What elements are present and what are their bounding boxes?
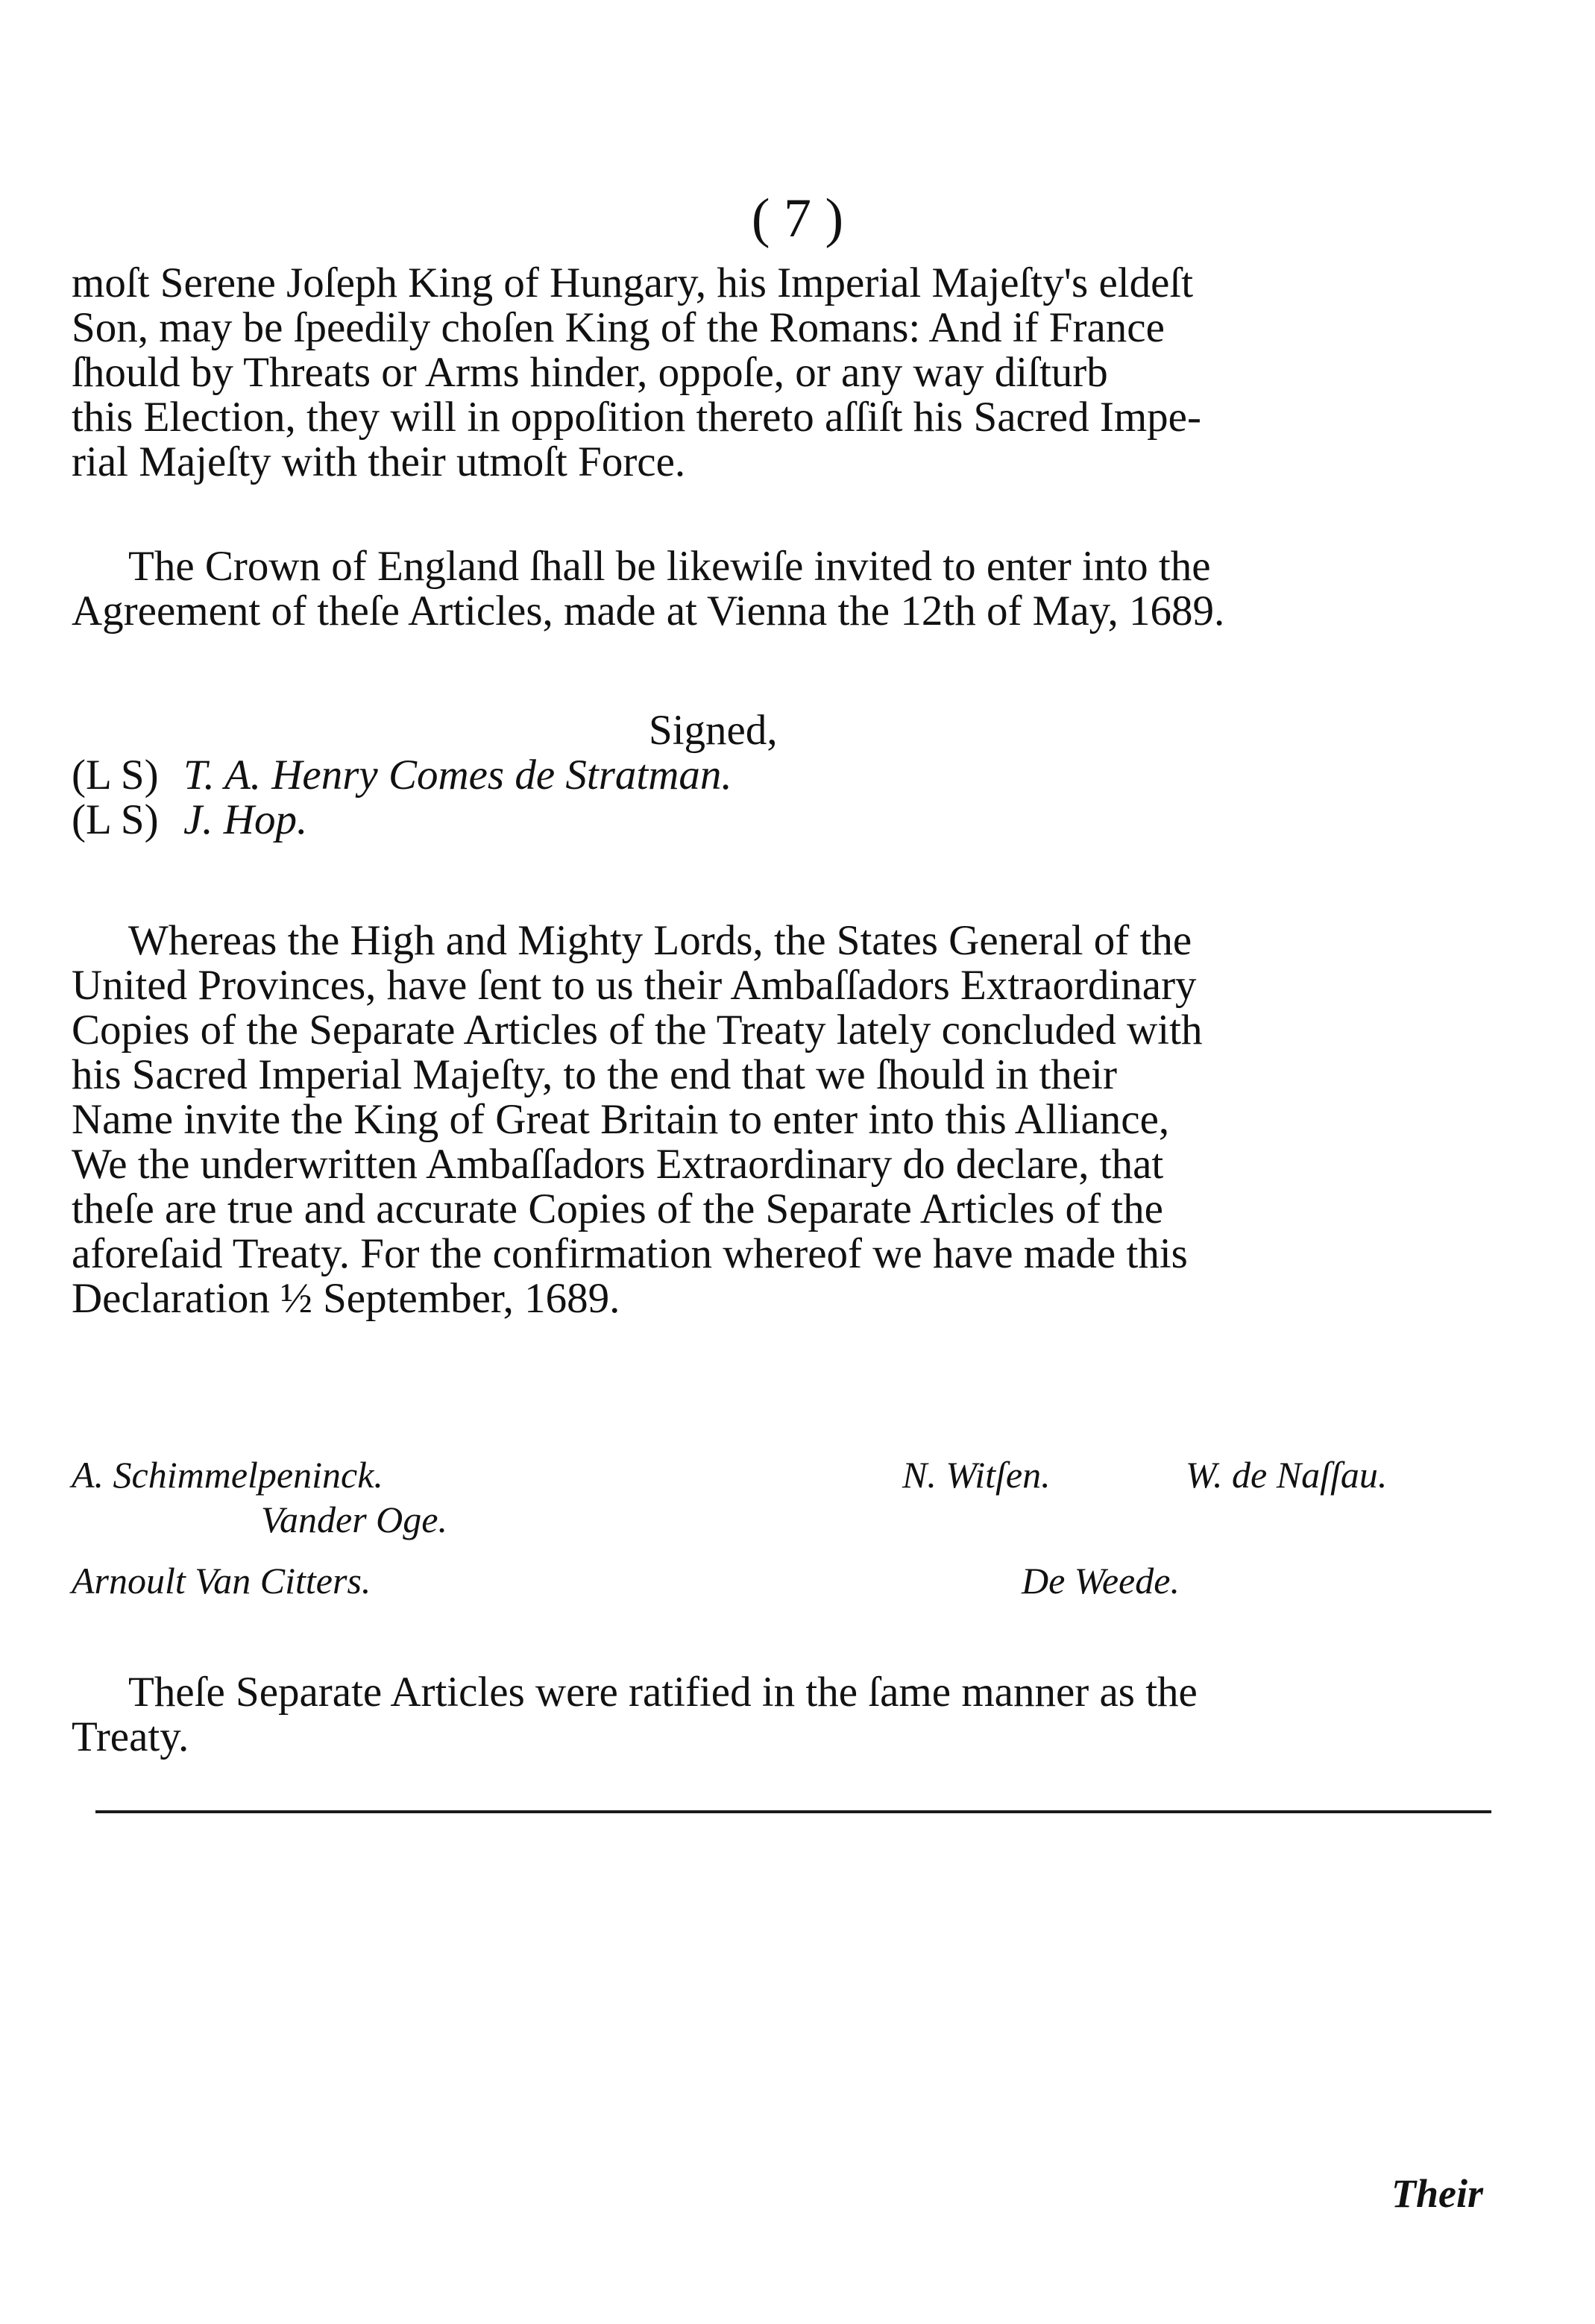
signatory-name: J. Hop. <box>183 796 308 843</box>
text-line: Son, may be ſpeedily choſen King of the Romans: And if France <box>72 304 1165 351</box>
signed-label: Signed, <box>649 707 778 754</box>
signatory-name: T. A. Henry Comes de Stratman. <box>183 752 732 799</box>
paragraph-declaration <box>72 919 1499 1321</box>
paragraph-ratification <box>72 1670 1499 1760</box>
text-line: Agreement of theſe Articles, made at Vienna the 12th of May, 1689. <box>72 588 1225 634</box>
seal-mark: (L S) <box>72 752 159 799</box>
ambassador-signature: De Weede. <box>1022 1560 1180 1602</box>
text-line: ſhould by Threats or Arms hinder, oppoſe, or any way diſturb <box>72 349 1108 396</box>
text-line: Copies of the Separate Articles of the Treaty lately concluded with <box>72 1007 1203 1054</box>
ambassador-signature: Arnoult Van Citters. <box>72 1560 371 1602</box>
text-line: Whereas the High and Mighty Lords, the States General of the <box>128 917 1192 964</box>
catchword: Their <box>1391 2171 1483 2216</box>
ambassador-signature: W. de Naſſau. <box>1186 1454 1388 1496</box>
text-line: We the underwritten Ambaſſadors Extraordinary do declare, that <box>72 1141 1164 1188</box>
signatory-line <box>72 753 732 798</box>
text-line: United Provinces, have ſent to us their Ambaſſadors Extraordinary <box>72 962 1197 1009</box>
ambassador-signature: Vander Oge. <box>261 1499 447 1540</box>
paragraph-continuation <box>72 261 1499 485</box>
ambassador-signature: A. Schimmelpeninck. <box>72 1454 383 1496</box>
ambassador-signature: N. Witſen. <box>902 1454 1051 1496</box>
horizontal-rule <box>95 1810 1491 1813</box>
seal-mark: (L S) <box>72 796 159 843</box>
text-line: moſt Serene Joſeph King of Hungary, his Imperial Majeſty's eldeſt <box>72 259 1194 306</box>
text-line: this Election, they will in oppoſition thereto aſſiſt his Sacred Impe- <box>72 394 1201 441</box>
text-line: Declaration ½ September, 1689. <box>72 1275 620 1322</box>
text-line: Name invite the King of Great Britain to enter into this Alliance, <box>72 1096 1170 1143</box>
text-line: aforeſaid Treaty. For the confirmation whereof we have made this <box>72 1230 1188 1277</box>
text-line: Treaty. <box>72 1713 189 1760</box>
text-line: Theſe Separate Articles were ratified in the ſame manner as the <box>128 1669 1198 1716</box>
page-number: ( 7 ) <box>751 188 844 249</box>
signatory-line <box>72 798 307 843</box>
text-line: rial Majeſty with their utmoſt Force. <box>72 438 686 485</box>
text-line: The Crown of England ſhall be likewiſe invited to enter into the <box>128 543 1211 590</box>
text-line: theſe are true and accurate Copies of the Separate Articles of the <box>72 1185 1163 1232</box>
paragraph-crown-of-england <box>72 544 1499 634</box>
text-line: his Sacred Imperial Majeſty, to the end that we ſhould in their <box>72 1051 1117 1098</box>
